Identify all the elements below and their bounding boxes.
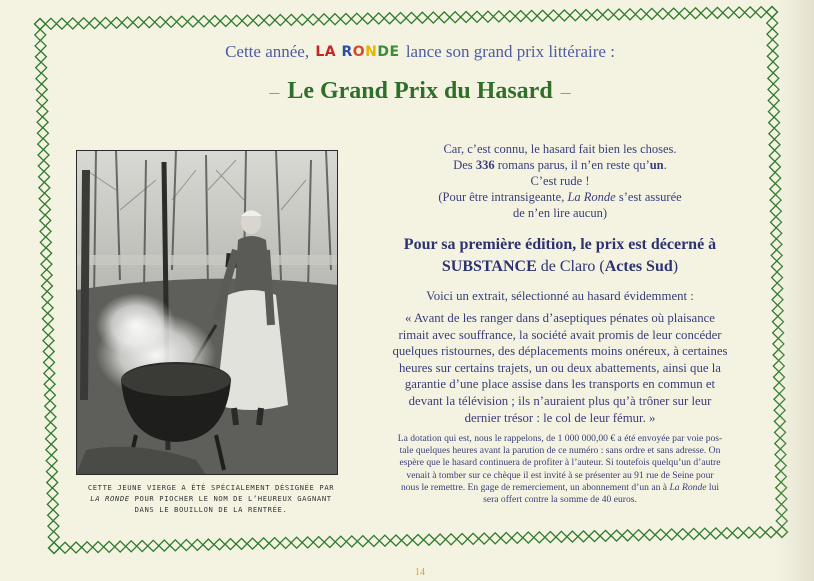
border-diamond: [767, 29, 778, 40]
border-diamond: [646, 8, 657, 19]
intro-paragraph: [388, 141, 732, 221]
border-diamond: [633, 530, 644, 541]
border-diamond: [44, 390, 55, 401]
border-diamond: [490, 533, 501, 544]
border-diamond: [461, 12, 472, 23]
title-text: Le Grand Prix du Hasard: [287, 78, 553, 104]
border-diamond: [773, 338, 784, 349]
border-diamond: [712, 7, 723, 18]
border-diamond: [286, 14, 297, 25]
border-diamond: [236, 538, 247, 549]
border-diamond: [745, 7, 756, 18]
border-diamond: [578, 531, 589, 542]
border-diamond: [567, 531, 578, 542]
border-diamond: [67, 18, 78, 29]
border-diamond: [770, 206, 781, 217]
border-diamond: [38, 160, 49, 171]
border-diamond: [56, 18, 67, 29]
border-diamond: [417, 12, 428, 23]
border-diamond: [247, 538, 258, 549]
border-diamond: [559, 10, 570, 21]
border-diamond: [340, 13, 351, 24]
border-diamond: [767, 40, 778, 51]
border-diamond: [428, 12, 439, 23]
border-diamond: [35, 40, 46, 51]
border-diamond: [771, 250, 782, 261]
winner-line: SUBSTANCE de Claro (Actes Sud): [441, 258, 679, 275]
border-diamond: [45, 412, 56, 423]
border-diamond: [774, 372, 785, 383]
edition-lead: Pour sa première édition, le prix est décerné à: [403, 236, 717, 253]
title-dash-right: –: [560, 81, 571, 103]
border-diamond: [772, 294, 783, 305]
extract-line: garantie d’une place assise dans les transports en commun et: [404, 377, 716, 392]
border-diamond: [772, 272, 783, 283]
border-diamond: [39, 182, 50, 193]
border-diamond: [35, 19, 46, 30]
border-diamond: [346, 536, 357, 547]
border-diamond: [41, 270, 52, 281]
border-diamond: [655, 529, 666, 540]
vintage-photo: [76, 150, 338, 475]
border-diamond: [209, 16, 220, 27]
fine-line: venait à tomber sur ce chèque il est invité à se présenter au 91 rue de Seine pour: [406, 469, 714, 481]
border-diamond: [46, 444, 57, 455]
border-diamond: [275, 15, 286, 26]
border-diamond: [773, 327, 784, 338]
border-diamond: [679, 8, 690, 19]
border-diamond: [622, 530, 633, 541]
border-diamond: [570, 10, 581, 21]
border-diamond: [43, 335, 54, 346]
border-diamond: [198, 16, 209, 27]
border-diamond: [768, 106, 779, 117]
border-diamond: [258, 538, 269, 549]
border-diamond: [770, 184, 781, 195]
fine-line: sera offert contre la somme de 40 euros.: [483, 494, 637, 506]
border-diamond: [43, 324, 54, 335]
border-diamond: [35, 51, 46, 62]
border-diamond: [46, 466, 57, 477]
border-diamond: [771, 228, 782, 239]
border-diamond: [775, 449, 786, 460]
border-diamond: [242, 15, 253, 26]
border-diamond: [48, 510, 59, 521]
border-diamond: [526, 10, 537, 21]
border-diamond: [362, 13, 373, 24]
border-diamond: [406, 12, 417, 23]
border-diamond: [44, 357, 55, 368]
border-diamond: [44, 379, 55, 390]
border-diamond: [122, 17, 133, 28]
border-diamond: [203, 539, 214, 550]
border-diamond: [39, 204, 50, 215]
border-diamond: [313, 537, 324, 548]
border-diamond: [46, 433, 57, 444]
border-diamond: [319, 14, 330, 25]
border-diamond: [769, 139, 780, 150]
border-diamond: [133, 17, 144, 28]
border-diamond: [37, 95, 48, 106]
border-diamond: [181, 540, 192, 551]
border-diamond: [35, 19, 46, 30]
border-diamond: [78, 18, 89, 29]
border-diamond: [43, 346, 54, 357]
extract-line: devant la télévision ; ils n’auraient plus qu’à trôner sur leur: [408, 393, 712, 408]
intro-line: C’est rude !: [530, 174, 590, 188]
border-diamond: [775, 427, 786, 438]
border-diamond: [774, 383, 785, 394]
border-diamond: [308, 14, 319, 25]
border-diamond: [603, 9, 614, 20]
border-diamond: [93, 542, 104, 553]
border-diamond: [111, 17, 122, 28]
border-diamond: [767, 7, 778, 18]
border-diamond: [44, 368, 55, 379]
border-diamond: [504, 11, 515, 22]
border-diamond: [770, 172, 781, 183]
border-diamond: [47, 488, 58, 499]
border-diamond: [457, 534, 468, 545]
border-diamond: [769, 117, 780, 128]
headline-before: Cette année,: [225, 42, 310, 61]
border-diamond: [581, 10, 592, 21]
border-diamond: [37, 106, 48, 117]
border-diamond: [773, 349, 784, 360]
border-diamond: [253, 15, 264, 26]
border-diamond: [614, 9, 625, 20]
border-diamond: [38, 139, 49, 150]
headline: [120, 42, 720, 62]
border-diamond: [611, 530, 622, 541]
border-diamond: [710, 528, 721, 539]
border-diamond: [225, 539, 236, 550]
publisher: Actes Sud: [604, 258, 673, 275]
extract-line: dernier trésor : le col de leur fémur. »: [464, 410, 656, 425]
extract-line: heures sur certains trajets, un ou deux abattements, ainsi que la: [399, 360, 721, 375]
border-diamond: [771, 261, 782, 272]
border-diamond: [379, 535, 390, 546]
border-diamond: [776, 493, 787, 504]
border-diamond: [47, 477, 58, 488]
border-diamond: [589, 531, 600, 542]
border-diamond: [743, 527, 754, 538]
border-diamond: [515, 11, 526, 22]
border-diamond: [48, 521, 59, 532]
border-diamond: [82, 542, 93, 553]
border-diamond: [767, 51, 778, 62]
border-diamond: [71, 542, 82, 553]
border-diamond: [89, 18, 100, 29]
border-diamond: [624, 9, 635, 20]
border-diamond: [690, 8, 701, 19]
first-edition-announcement: [370, 234, 750, 278]
border-diamond: [187, 16, 198, 27]
border-diamond: [126, 541, 137, 552]
border-diamond: [42, 281, 53, 292]
photo-caption: [80, 482, 342, 515]
border-diamond: [756, 7, 767, 18]
border-diamond: [446, 534, 457, 545]
border-diamond: [768, 62, 779, 73]
border-diamond: [214, 539, 225, 550]
border-diamond: [767, 18, 778, 29]
border-diamond: [48, 532, 59, 543]
border-diamond: [39, 193, 50, 204]
border-diamond: [721, 528, 732, 539]
border-diamond: [468, 533, 479, 544]
border-diamond: [45, 18, 56, 29]
extract-line: quelques ristournes, des déplacements moins onéreux, à certaines: [392, 344, 728, 359]
border-diamond: [775, 460, 786, 471]
border-diamond: [482, 11, 493, 22]
border-diamond: [47, 499, 58, 510]
border-diamond: [754, 527, 765, 538]
border-diamond: [36, 84, 47, 95]
border-diamond: [723, 7, 734, 18]
border-diamond: [769, 128, 780, 139]
border-diamond: [771, 217, 782, 228]
border-diamond: [413, 535, 424, 546]
border-diamond: [220, 15, 231, 26]
border-diamond: [297, 14, 308, 25]
border-diamond: [435, 534, 446, 545]
caption-line: DANS LE BOUILLON DE LA RENTRÉE.: [134, 505, 288, 514]
border-diamond: [772, 305, 783, 316]
border-diamond: [770, 195, 781, 206]
border-diamond: [373, 13, 384, 24]
border-diamond: [771, 239, 782, 250]
border-diamond: [390, 535, 401, 546]
border-diamond: [776, 482, 787, 493]
border-diamond: [37, 117, 48, 128]
border-diamond: [42, 302, 53, 313]
page-number: 14: [415, 567, 425, 578]
border-diamond: [177, 16, 188, 27]
border-diamond: [49, 543, 60, 554]
border-diamond: [329, 14, 340, 25]
border-diamond: [635, 9, 646, 20]
border-diamond: [774, 394, 785, 405]
border-diamond: [600, 530, 611, 541]
border-diamond: [777, 527, 788, 538]
woman-stirring-cauldron-image: [76, 150, 338, 475]
border-diamond: [512, 532, 523, 543]
extract-line: rimait avec souffrance, la société avait promis de leur concéder: [398, 327, 722, 342]
border-diamond: [769, 150, 780, 161]
border-diamond: [42, 291, 53, 302]
border-diamond: [534, 532, 545, 543]
border-diamond: [192, 539, 203, 550]
border-diamond: [450, 12, 461, 23]
border-diamond: [35, 29, 46, 40]
border-diamond: [523, 532, 534, 543]
border-diamond: [772, 316, 783, 327]
border-diamond: [155, 17, 166, 28]
border-diamond: [335, 536, 346, 547]
winning-book-title: SUBSTANCE: [441, 258, 537, 275]
border-diamond: [556, 531, 567, 542]
border-diamond: [501, 533, 512, 544]
headline-after: lance son grand prix littéraire :: [405, 42, 615, 61]
border-diamond: [36, 62, 47, 73]
border-diamond: [351, 13, 362, 24]
border-diamond: [768, 84, 779, 95]
border-diamond: [41, 248, 52, 259]
border-diamond: [775, 438, 786, 449]
border-diamond: [493, 11, 504, 22]
border-diamond: [657, 8, 668, 19]
extract-intro: Voici un extrait, sélectionné au hasard évidemment :: [426, 289, 694, 303]
border-diamond: [765, 527, 776, 538]
border-diamond: [777, 527, 788, 538]
intro-line: Car, c’est connu, le hasard fait bien les choses.: [443, 142, 677, 156]
border-diamond: [269, 538, 280, 549]
border-diamond: [479, 533, 490, 544]
border-diamond: [40, 237, 51, 248]
border-diamond: [46, 455, 57, 466]
caption-line: CETTE JEUNE VIERGE A ÉTÉ SPÉCIALEMENT DÉSIGNÉE PAR: [87, 483, 335, 492]
border-diamond: [775, 471, 786, 482]
border-diamond: [324, 536, 335, 547]
border-diamond: [291, 537, 302, 548]
border-diamond: [37, 128, 48, 139]
border-diamond: [100, 17, 111, 28]
border-diamond: [280, 537, 291, 548]
border-diamond: [42, 313, 53, 324]
border-diamond: [40, 226, 51, 237]
caption-line-2: LA RONDE POUR PIOCHER LE NOM DE L’HEUREUX GAGNANT: [90, 494, 332, 503]
border-diamond: [776, 515, 787, 526]
border-diamond: [772, 283, 783, 294]
border-diamond: [688, 528, 699, 539]
border-diamond: [264, 15, 275, 26]
border-diamond: [159, 540, 170, 551]
border-diamond: [701, 8, 712, 19]
border-diamond: [734, 7, 745, 18]
border-diamond: [773, 361, 784, 372]
border-diamond: [170, 540, 181, 551]
border-diamond: [774, 405, 785, 416]
border-diamond: [357, 536, 368, 547]
border-diamond: [41, 259, 52, 270]
border-diamond: [384, 13, 395, 24]
border-diamond: [774, 416, 785, 427]
border-diamond: [424, 534, 435, 545]
border-diamond: [137, 541, 148, 552]
border-diamond: [45, 422, 56, 433]
border-diamond: [104, 541, 115, 552]
border-diamond: [666, 529, 677, 540]
border-diamond: [699, 528, 710, 539]
border-diamond: [45, 401, 56, 412]
title-dash-left: –: [269, 81, 280, 103]
border-diamond: [36, 73, 47, 84]
border-diamond: [231, 15, 242, 26]
intro-line: de n’en lire aucun): [512, 206, 608, 220]
border-diamond: [401, 535, 412, 546]
border-diamond: [776, 504, 787, 515]
border-diamond: [472, 11, 483, 22]
intro-line: Des 336 romans parus, il n’en reste qu’un.: [453, 158, 667, 172]
border-diamond: [368, 535, 379, 546]
border-diamond: [39, 171, 50, 182]
extract-line: « Avant de les ranger dans d’aseptiques pénates où plaisance: [405, 311, 715, 325]
fine-line: espère que le hasard continuera de profiter à l’auteur. Si toutefois quelqu’un d’autre: [399, 457, 721, 469]
la-ronde-logo: LA RONDE: [315, 44, 400, 60]
prize-fine-print: [370, 433, 750, 506]
border-diamond: [767, 7, 778, 18]
border-diamond: [545, 532, 556, 543]
book-extract: [368, 310, 752, 426]
border-diamond: [668, 8, 679, 19]
border-diamond: [592, 9, 603, 20]
border-diamond: [40, 215, 51, 226]
border-diamond: [49, 543, 60, 554]
border-diamond: [537, 10, 548, 21]
border-diamond: [677, 529, 688, 540]
border-diamond: [144, 17, 155, 28]
fine-line: tale quelques heures avant la parution de ce numéro : sans ordre et sans adresse. On: [399, 445, 721, 457]
caption-magazine-name: LA RONDE: [90, 494, 130, 503]
border-diamond: [768, 95, 779, 106]
border-diamond: [768, 73, 779, 84]
border-diamond: [60, 542, 71, 553]
border-diamond: [769, 161, 780, 172]
border-diamond: [732, 527, 743, 538]
border-diamond: [302, 537, 313, 548]
border-diamond: [395, 13, 406, 24]
border-diamond: [548, 10, 559, 21]
border-diamond: [644, 529, 655, 540]
intro-line: (Pour être intransigeante, La Ronde s’est assurée: [438, 190, 682, 204]
border-diamond: [166, 16, 177, 27]
fine-line: La dotation qui est, nous le rappelons, de 1 000 000,00 € a été envoyée par voie pos-: [397, 433, 723, 444]
border-diamond: [38, 150, 49, 161]
border-diamond: [115, 541, 126, 552]
prize-title: [200, 78, 640, 105]
border-diamond: [439, 12, 450, 23]
border-diamond: [148, 540, 159, 551]
fine-line: nous le remettre. En gage de remerciement, un abonnement d’un an à La Ronde lui: [400, 481, 720, 493]
